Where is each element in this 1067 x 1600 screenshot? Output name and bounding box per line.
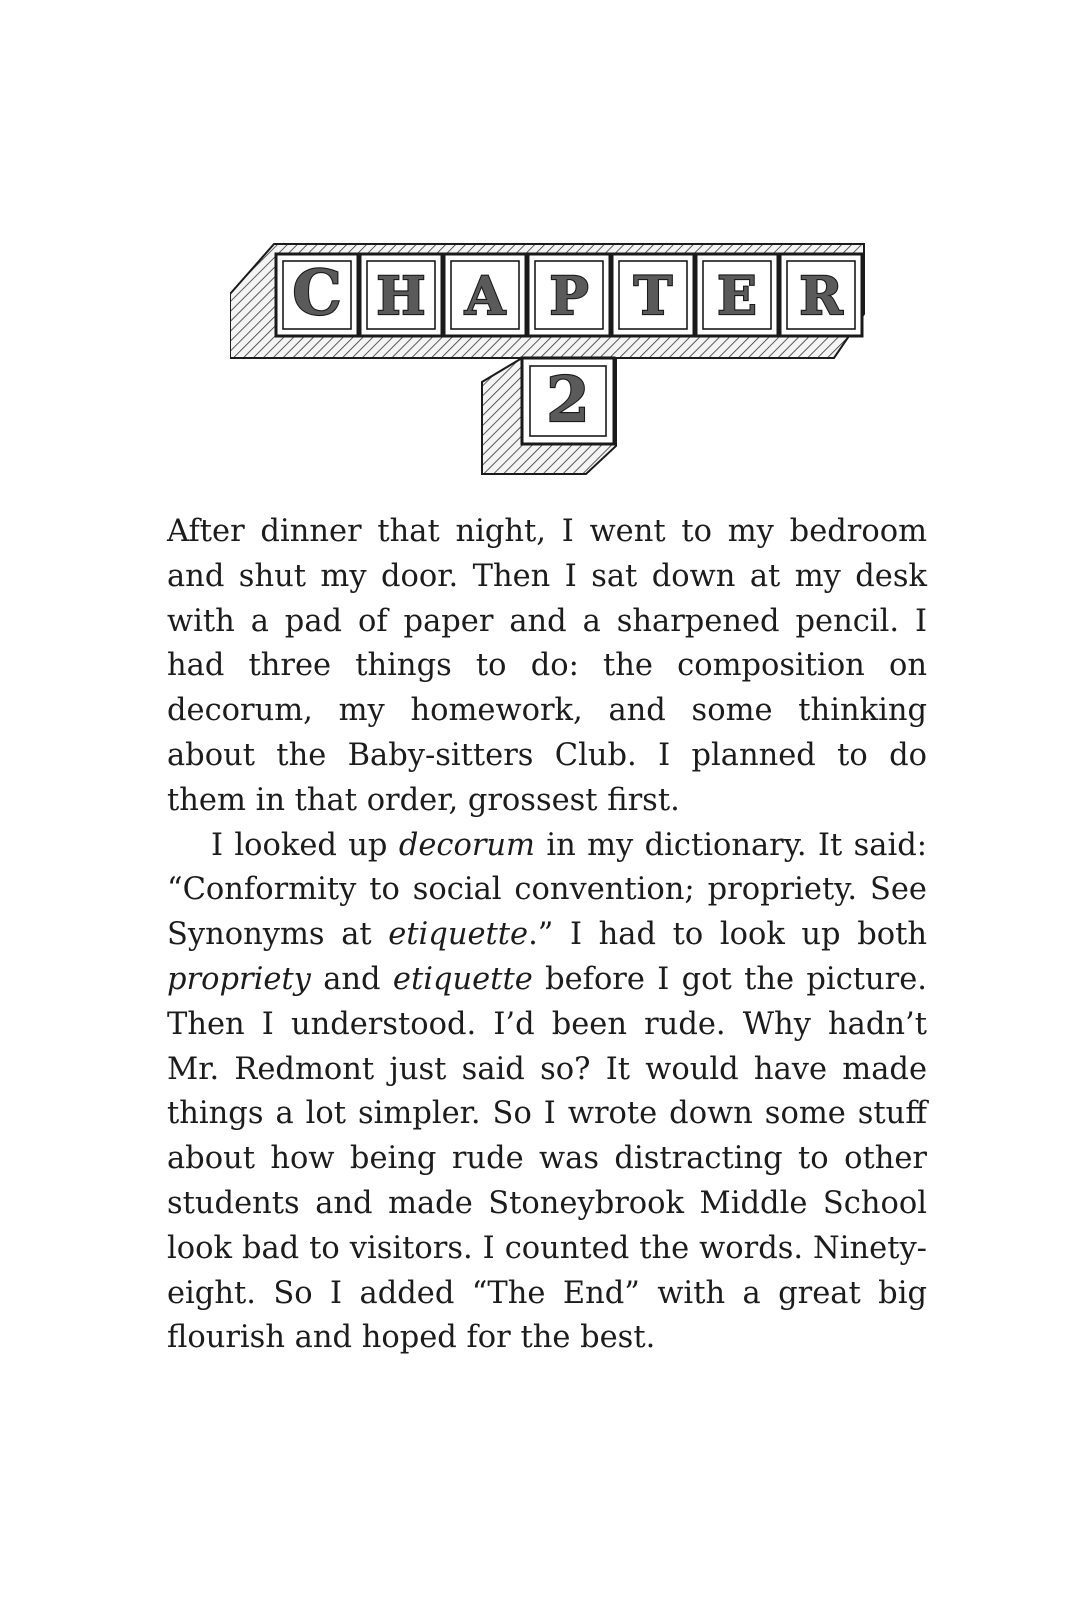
italic-word: etiquette <box>388 917 529 953</box>
chapter-heading <box>230 232 870 480</box>
body-paragraph <box>167 510 927 824</box>
chapter-letter-block <box>612 254 694 336</box>
chapter-letter-block <box>696 254 778 336</box>
chapter-letter: C <box>292 256 342 329</box>
chapter-letter-block <box>528 254 610 336</box>
italic-word: propriety <box>167 961 311 997</box>
chapter-number: 2 <box>546 363 590 436</box>
chapter-word-blocks <box>276 254 862 336</box>
chapter-body-text <box>167 510 927 1361</box>
chapter-letter: R <box>799 266 843 327</box>
text-run: and <box>310 961 393 997</box>
chapter-letter: H <box>376 266 426 327</box>
chapter-letter: P <box>549 266 589 327</box>
italic-word: etiquette <box>392 961 533 997</box>
chapter-letter-block <box>360 254 442 336</box>
italic-word: decorum <box>398 827 535 863</box>
chapter-letter: E <box>717 266 757 327</box>
body-paragraph <box>167 824 927 1362</box>
chapter-blocks-illustration <box>230 232 870 480</box>
text-run: After dinner that night, I went to my bedroom and shut my door. Then I sat down at my desk with a pad of paper and a sharpened pencil. I had three things to do: the composition on decorum, my homework, and some thinking about the Baby-sitters Club. I planned to do them in that order, grossest first. <box>167 514 927 818</box>
text-run: before I got the picture. Then I understood. I’d been rude. Why hadn’t Mr. Redmont just said so? It would have made things a lot simpler. So I wrote down some stuff about how being rude was distracting to other students and made Stoneybrook Middle School look bad to visitors. I counted the words. Ninety-eight. So I added “The End” with a great big flourish and hoped for the best. <box>167 961 927 1356</box>
chapter-letter-block <box>276 254 358 336</box>
chapter-letter-block <box>444 254 526 336</box>
text-run: .” I had to look up both <box>528 917 927 953</box>
text-run: I looked up <box>211 827 399 863</box>
chapter-letter-block <box>780 254 862 336</box>
chapter-letter: A <box>464 266 506 327</box>
chapter-letter: T <box>633 266 673 327</box>
text-run: in my dictionary. It said: “Conformity to social convention; propriety. See Synonyms at <box>167 827 927 953</box>
number-block <box>522 358 614 444</box>
